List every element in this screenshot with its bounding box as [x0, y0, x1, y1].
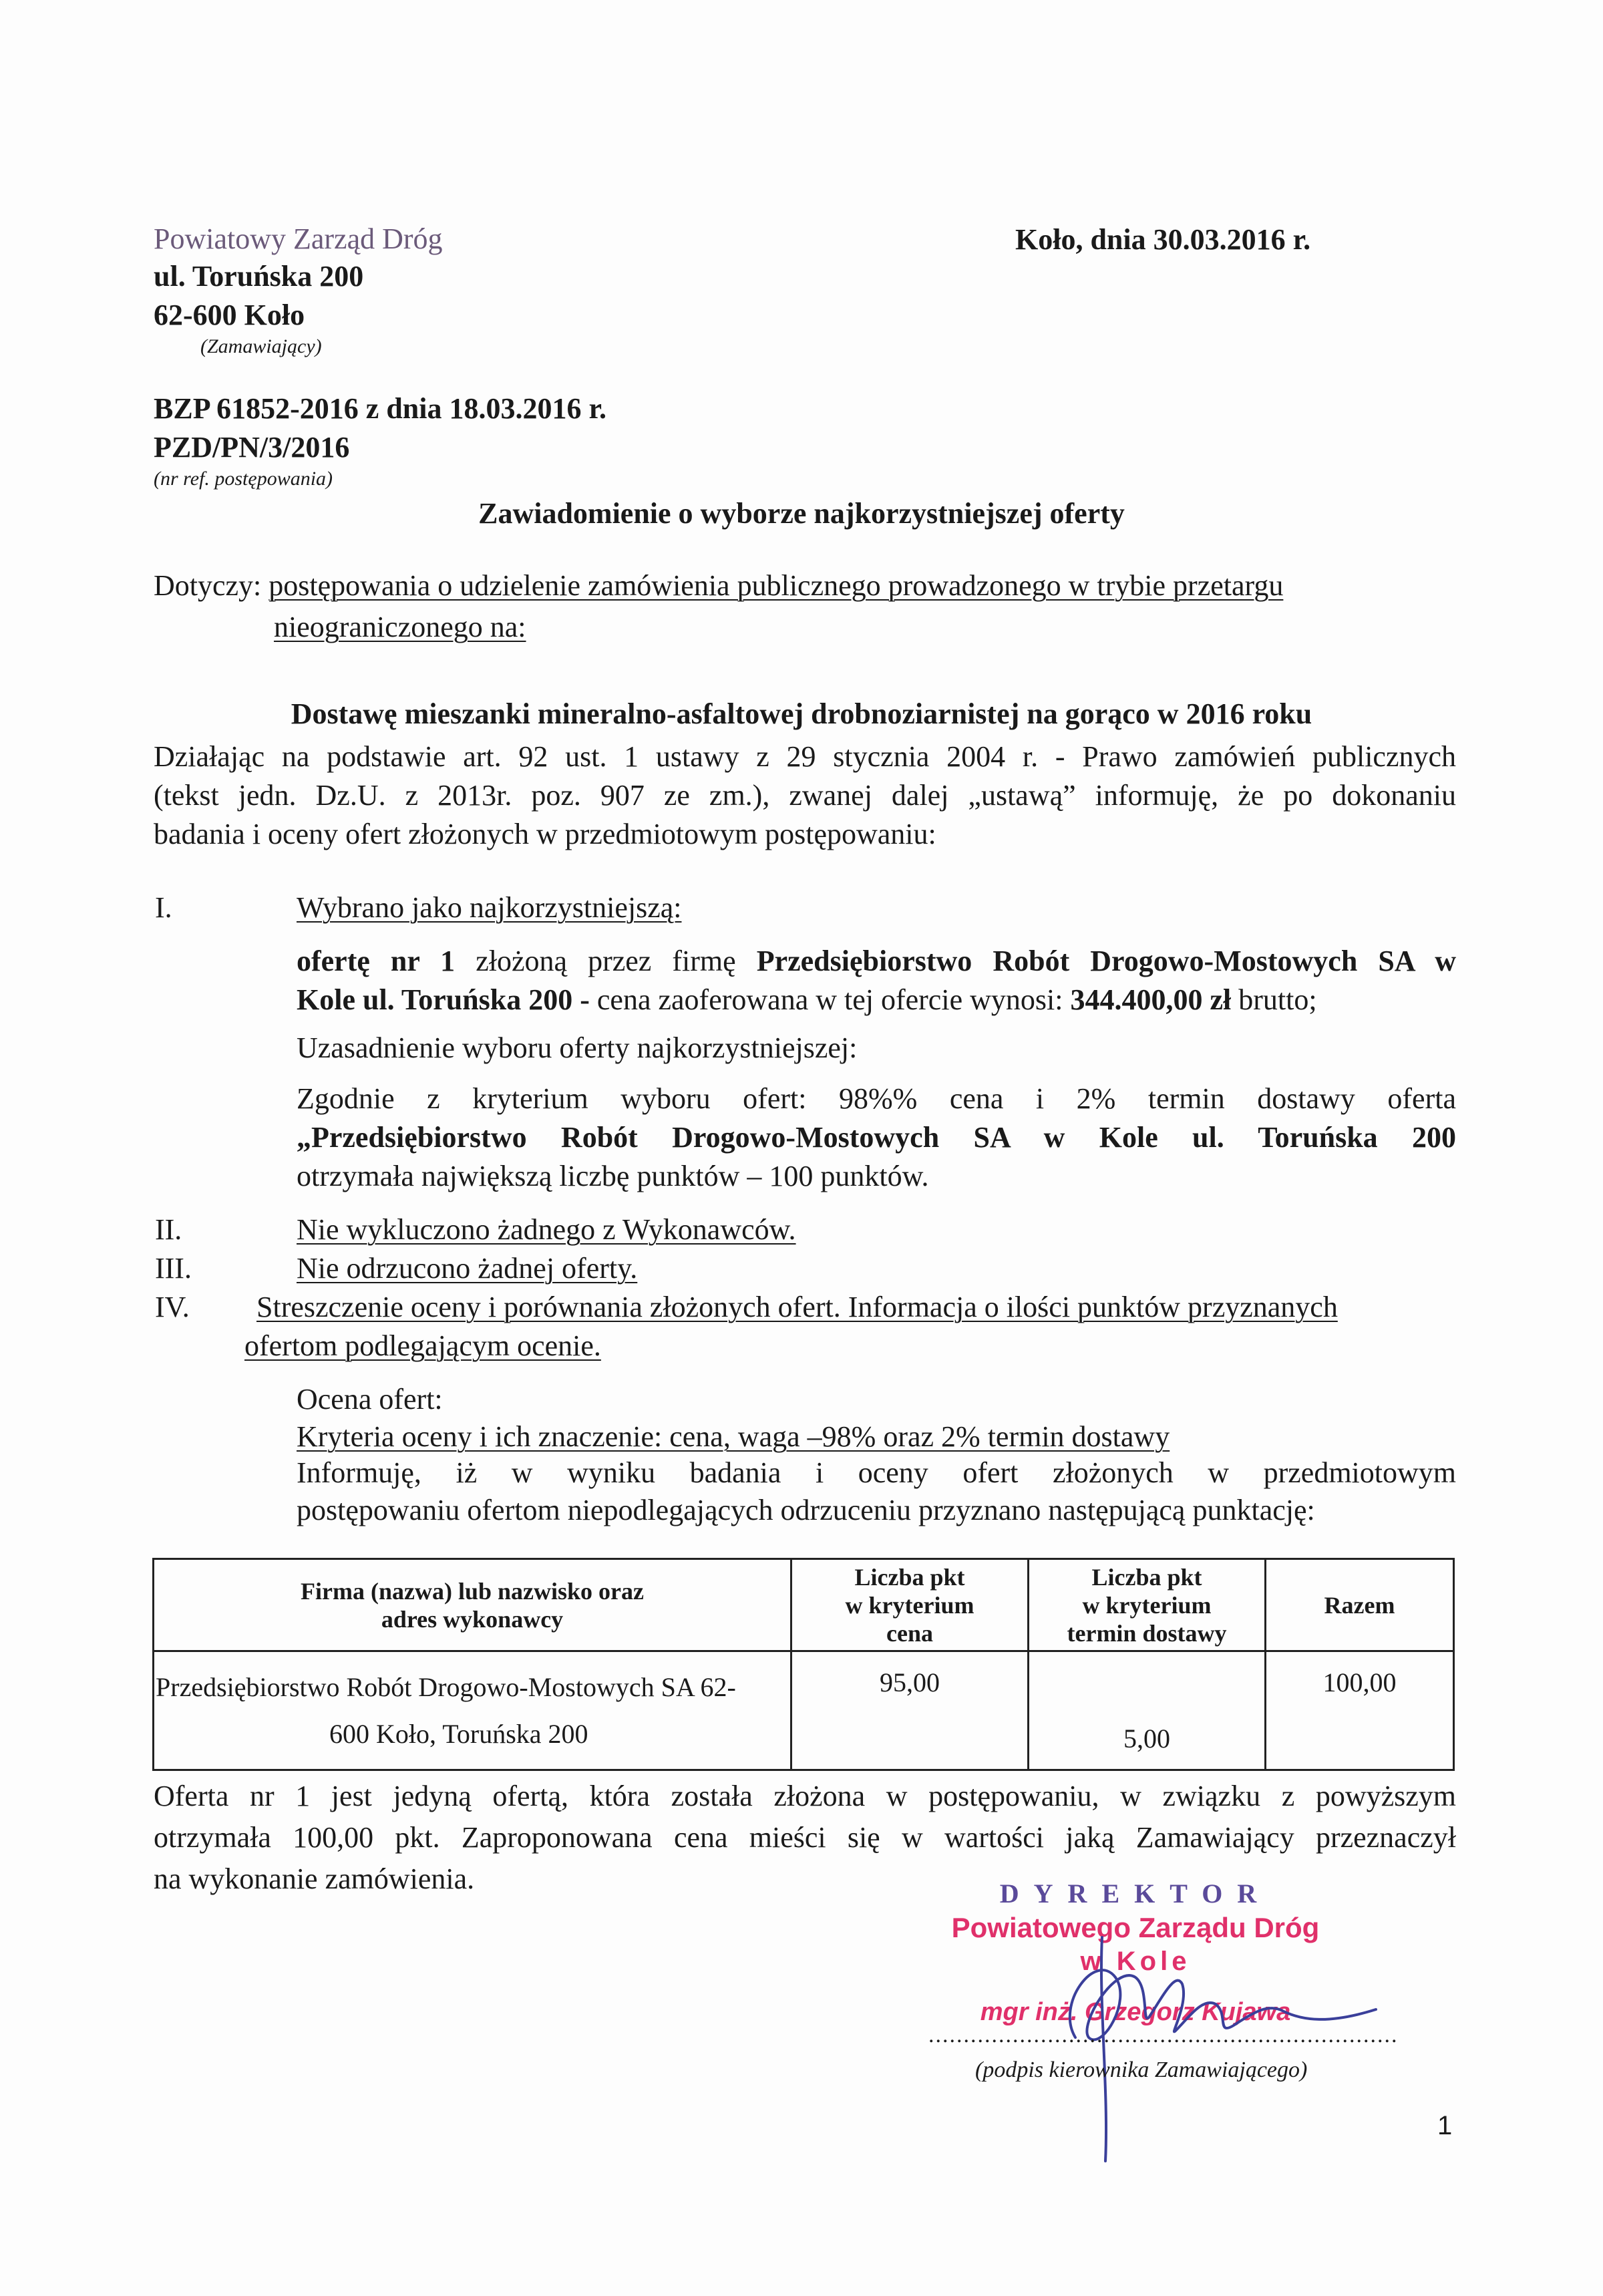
justification-line1: Zgodnie z kryterium wyboru ofert: 98%% cena i 2% termin dostawy oferta	[297, 1082, 1456, 1115]
table-row	[154, 1651, 1454, 1770]
header-firm	[154, 1559, 791, 1651]
offer-number: ofertę nr 1	[297, 945, 456, 977]
signature-caption: (podpis kierownika Zamawiającego)	[975, 2058, 1308, 2082]
header-price-line2: w kryterium	[845, 1591, 974, 1619]
offer-text-a: złożoną przez firmę	[455, 945, 757, 977]
justification-line2: „Przedsiębiorstwo Robót Drogowo-Mostowych SA w Kole ul. Toruńska 200	[297, 1121, 1456, 1154]
offer-text-c: brutto;	[1231, 983, 1317, 1016]
justification-line3: otrzymała największą liczbę punktów – 100 punktów.	[297, 1160, 929, 1192]
case-reference: PZD/PN/3/2016	[154, 431, 350, 464]
subject-label: Dotyczy:	[154, 569, 262, 602]
section3-numeral: III.	[155, 1252, 192, 1285]
tender-title: Dostawę mieszanki mineralno-asfaltowej drobnoziarnistej na gorąco w 2016 roku	[291, 697, 1312, 730]
row-delivery-points: 5,00	[1029, 1651, 1266, 1770]
row-total: 100,00	[1266, 1651, 1454, 1770]
section2-text: Nie wykluczono żadnego z Wykonawców.	[297, 1213, 796, 1246]
offer-firm: Przedsiębiorstwo Robót Drogowo-Mostowych SA w	[756, 945, 1456, 977]
row-price-points: 95,00	[791, 1651, 1029, 1770]
subject-block	[154, 566, 1456, 605]
bzp-reference: BZP 61852-2016 z dnia 18.03.2016 r.	[154, 392, 606, 425]
evaluation-info-line2: postępowaniu ofertom niepodlegających odrzuceniu przyznano następującą punktację:	[297, 1494, 1315, 1526]
intro-line3: badania i oceny ofert złożonych w przedmiotowym postępowaniu:	[154, 818, 936, 850]
section4-numeral: IV.	[155, 1291, 190, 1323]
header-delivery-line1: Liczba pkt	[1091, 1563, 1202, 1591]
header-price-line3: cena	[886, 1619, 933, 1647]
intro-line1: Działając na podstawie art. 92 ust. 1 ustawy z 29 stycznia 2004 r. - Prawo zamówień publicznych	[154, 740, 1456, 773]
header-price-line1: Liczba pkt	[854, 1563, 965, 1591]
page-number: 1	[1437, 2111, 1453, 2140]
header-firm-line2: adres wykonawcy	[381, 1605, 564, 1633]
section2-numeral: II.	[155, 1213, 182, 1246]
closing-line2: otrzymała 100,00 pkt. Zaproponowana cena mieści się w wartości jaką Zamawiający przeznaczył	[154, 1821, 1456, 1854]
header-delivery-points	[1029, 1559, 1266, 1651]
selected-offer-line1	[297, 942, 1456, 981]
closing-line1: Oferta nr 1 jest jedyną ofertą, która została złożona w postępowaniu, w związku z powyższym	[154, 1780, 1456, 1812]
section4-line2: ofertom podlegającym ocenie.	[244, 1329, 601, 1362]
header-delivery-line3: termin dostawy	[1067, 1619, 1227, 1647]
offer-text-b: cena zaoferowana w tej ofercie wynosi:	[589, 983, 1071, 1016]
table-header-row	[154, 1559, 1454, 1651]
subject-line1: postępowania o udzielenie zamówienia publicznego prowadzonego w trybie przetargu	[269, 569, 1284, 602]
header-total: Razem	[1266, 1559, 1454, 1651]
stamp-title: DYREKTOR	[999, 1878, 1272, 1909]
section4-line1: Streszczenie oceny i porównania złożonych ofert. Informacja o ilości punktów przyznanych	[256, 1291, 1338, 1323]
org-address-street: ul. Toruńska 200	[154, 260, 364, 293]
document-title: Zawiadomienie o wyborze najkorzystniejszej oferty	[478, 497, 1125, 530]
offer-firm-address: Kole ul. Toruńska 200 -	[297, 983, 590, 1016]
intro-line2: (tekst jedn. Dz.U. z 2013r. poz. 907 ze zm.), zwanej dalej „ustawą” informuję, że po dokonaniu	[154, 779, 1456, 812]
evaluation-info-line1: Informuję, iż w wyniku badania i oceny ofert złożonych w przedmiotowym	[297, 1456, 1456, 1489]
stamp-place: w Kole	[1080, 1947, 1191, 1976]
org-role: (Zamawiający)	[200, 335, 322, 357]
stamp-institution: Powiatowego Zarządu Dróg	[951, 1912, 1320, 1943]
case-reference-label: (nr ref. postępowania)	[154, 468, 333, 490]
org-name: Powiatowy Zarząd Dróg	[154, 222, 443, 255]
signature-dots: ...................................................................	[928, 2023, 1399, 2047]
section1-numeral: I.	[155, 891, 172, 924]
section1-heading: Wybrano jako najkorzystniejszą:	[297, 891, 682, 924]
row-firm	[154, 1651, 791, 1770]
header-firm-line1: Firma (nazwa) lub nazwisko oraz	[301, 1577, 644, 1605]
header-delivery-line2: w kryterium	[1082, 1591, 1212, 1619]
header-price-points	[791, 1559, 1029, 1651]
closing-line3: na wykonanie zamówienia.	[154, 1862, 475, 1895]
evaluation-criteria: Kryteria oceny i ich znaczenie: cena, waga –98% oraz 2% termin dostawy	[297, 1420, 1170, 1453]
section3-text: Nie odrzucono żadnej oferty.	[297, 1252, 638, 1285]
place-date: Koło, dnia 30.03.2016 r.	[1015, 223, 1311, 256]
selected-offer-line2	[297, 981, 1317, 1019]
row-firm-line1: Przedsiębiorstwo Robót Drogowo-Mostowych SA 62-	[156, 1671, 736, 1702]
org-address-city: 62-600 Koło	[154, 299, 305, 331]
row-firm-line2: 600 Koło, Toruńska 200	[329, 1718, 588, 1749]
evaluation-label: Ocena ofert:	[297, 1383, 443, 1416]
subject-line2: nieograniczonego na:	[274, 611, 526, 643]
offer-price: 344.400,00 zł	[1070, 983, 1232, 1016]
stamp-director-name: mgr inż. Grzegorz Kujawa	[980, 1998, 1291, 2026]
justification-label: Uzasadnienie wyboru oferty najkorzystniejszej:	[297, 1031, 858, 1064]
scores-table	[152, 1558, 1455, 1771]
